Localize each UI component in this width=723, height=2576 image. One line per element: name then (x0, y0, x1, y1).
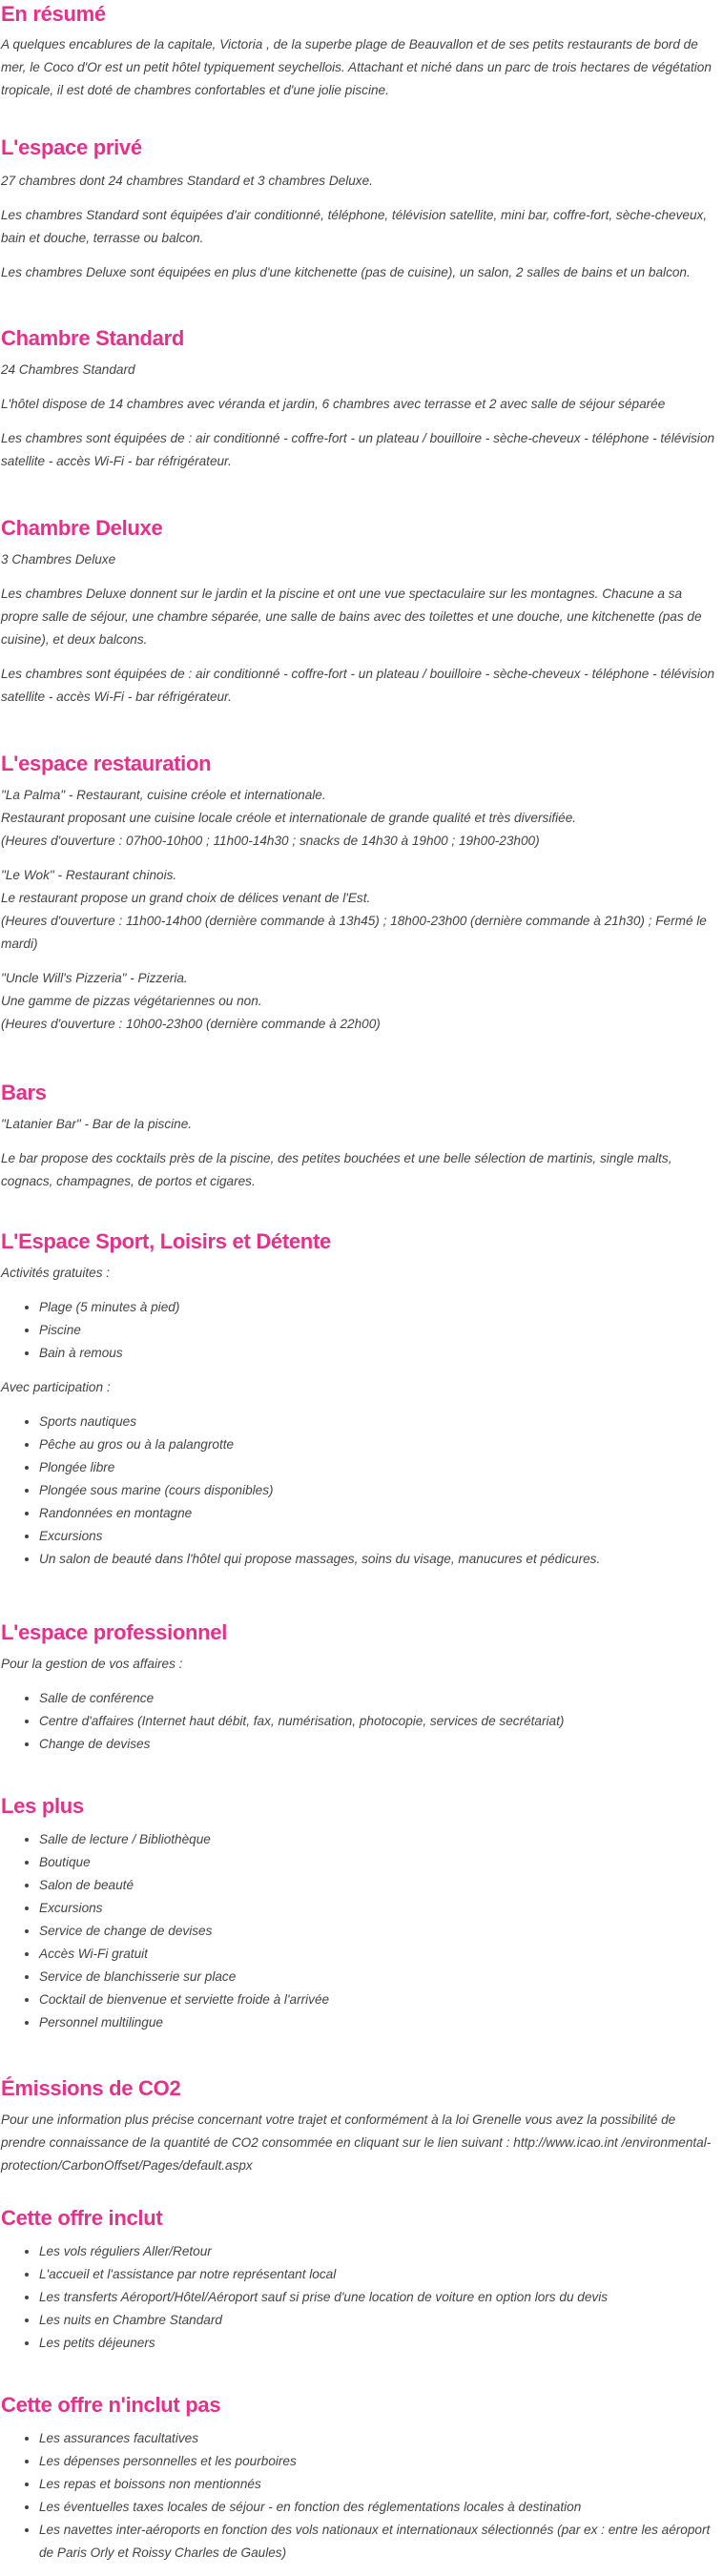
restaurant-description: Restaurant proposant une cuisine locale créole et internationale de grande qualité et très diversifiée. (1, 811, 577, 826)
list-item: • L'accueil et l'assistance par notre représentant local (39, 2263, 718, 2286)
paragraph: 3 Chambres Deluxe (1, 552, 116, 567)
section-title: Cette offre n'inclut pas (1, 2393, 221, 2417)
list-item: • Service de blanchisserie sur place (39, 1966, 718, 1989)
list-item: • Randonnées en montagne (39, 1502, 718, 1525)
paragraph: Les chambres sont équipées de : air conditionné - coffre-fort - un plateau / bouilloire - sèche-cheveux - téléphone - télévision satellite - accès Wi-Fi - bar réfrigérateur. (1, 431, 715, 469)
list-item: • Sports nautiques (39, 1411, 718, 1433)
list-item: • Plage (5 minutes à pied) (39, 1296, 718, 1319)
section-title: Émissions de CO2 (1, 2076, 181, 2100)
section-co2 (1, 2076, 718, 2177)
list-intro: Activités gratuites : (1, 1266, 111, 1281)
list-item: • Salle de lecture / Bibliothèque (39, 1828, 718, 1851)
section-title: En résumé (1, 2, 106, 26)
list-item: • Bain à remous (39, 1342, 718, 1365)
list-item: • Les dépenses personnelles et les pourboires (39, 2450, 718, 2473)
restaurant-description: Le restaurant propose un grand choix de délices venant de l'Est. (1, 891, 371, 906)
paragraph: 24 Chambres Standard (1, 362, 135, 378)
list-item: • Boutique (39, 1851, 718, 1874)
paragraph: "Latanier Bar" - Bar de la piscine. (1, 1117, 193, 1132)
list-item: • Centre d'affaires (Internet haut débit, fax, numérisation, photocopie, services de secrétariat) (39, 1710, 718, 1733)
restaurant-hours: (Heures d'ouverture : 07h00-10h00 ; 11h00-14h30 ; snacks de 14h30 à 19h00 ; 19h00-23h00) (1, 834, 540, 849)
section-title: Bars (1, 1081, 47, 1104)
section-bars (1, 1081, 718, 1193)
free-activities-list (1, 1296, 718, 1365)
section-title: L'espace privé (1, 135, 142, 159)
list-item: • Les nuits en Chambre Standard (39, 2309, 718, 2332)
restaurant-hours: (Heures d'ouverture : 11h00-14h00 (dernière commande à 13h45) ; 18h00-23h00 (dernière commande à 21h30) ; Fermé le mardi) (1, 914, 707, 952)
list-item: • Les éventuelles taxes locales de séjour - en fonction des réglementations locales à destination (39, 2496, 718, 2519)
restaurant-name: "La Palma" - Restaurant, cuisine créole et internationale. (1, 788, 326, 803)
section-professionnel (1, 1620, 718, 1756)
list-item: • Accès Wi-Fi gratuit (39, 1943, 718, 1966)
paid-activities-list (1, 1411, 718, 1571)
restaurant-block (1, 967, 718, 1036)
list-item: • Piscine (39, 1319, 718, 1342)
section-title: L'espace restauration (1, 752, 212, 775)
list-item: • Service de change de devises (39, 1920, 718, 1943)
section-title: Les plus (1, 1794, 84, 1818)
list-intro: Pour la gestion de vos affaires : (1, 1657, 183, 1672)
section-ninclut (1, 2393, 718, 2565)
section-plus (1, 1794, 718, 2034)
list-item: • Pêche au gros ou à la palangrotte (39, 1433, 718, 1456)
excluded-list (1, 2427, 718, 2565)
section-title: L'Espace Sport, Loisirs et Détente (1, 1229, 331, 1253)
list-item: • Salon de beauté (39, 1874, 718, 1897)
paragraph: Les chambres Deluxe sont équipées en plus d'une kitchenette (pas de cuisine), un salon, 2 salles de bains et un balcon. (1, 265, 691, 280)
list-item: • Les navettes inter-aéroports en fonction des vols nationaux et internationaux sélectionnés (par ex : entre les aéroport de Paris Orly et Roissy Charles de Gaules) (39, 2519, 718, 2565)
restaurant-name: "Le Wok" - Restaurant chinois. (1, 868, 177, 883)
paragraph: Les chambres sont équipées de : air conditionné - coffre-fort - un plateau / bouilloire - sèche-cheveux - téléphone - télévision satellite - accès Wi-Fi - bar réfrigérateur. (1, 667, 715, 705)
paragraph: A quelques encablures de la capitale, Victoria , de la superbe plage de Beauvallon et de ses petits restaurants de bord de mer, le Coco d'Or est un petit hôtel typiquement seychellois. Attachant et niché dans un parc de trois hectares de végétation tropicale, il est doté de chambres confortables et d'une jolie piscine. (1, 37, 712, 98)
list-item: • Les assurances facultatives (39, 2427, 718, 2450)
section-inclut (1, 2206, 718, 2355)
section-restauration (1, 752, 718, 1036)
paragraph: Le bar propose des cocktails près de la piscine, des petites bouchées et une belle sélection de martinis, single malts, cognacs, champagnes, de portos et cigares. (1, 1151, 672, 1189)
paragraph: L'hôtel dispose de 14 chambres avec véranda et jardin, 6 chambres avec terrasse et 2 avec salle de séjour séparée (1, 397, 666, 412)
restaurant-name: "Uncle Will's Pizzeria" - Pizzeria. (1, 971, 188, 986)
list-item: • Cocktail de bienvenue et serviette froide à l'arrivée (39, 1989, 718, 2011)
list-item: • Excursions (39, 1525, 718, 1548)
section-espace-prive (1, 135, 718, 284)
list-item: • Change de devises (39, 1733, 718, 1756)
list-intro: Avec participation : (1, 1380, 111, 1395)
list-item: • Salle de conférence (39, 1687, 718, 1710)
section-title: Chambre Standard (1, 326, 185, 350)
restaurant-block (1, 864, 718, 956)
restaurant-hours: (Heures d'ouverture : 10h00-23h00 (dernière commande à 22h00) (1, 1017, 381, 1032)
list-item: • Les petits déjeuners (39, 2332, 718, 2355)
list-item: • Plongée libre (39, 1456, 718, 1479)
restaurant-block (1, 784, 718, 853)
included-list (1, 2240, 718, 2355)
extras-list (1, 1828, 718, 2034)
paragraph: Les chambres Standard sont équipées d'air conditionné, téléphone, télévision satellite, mini bar, coffre-fort, sèche-cheveux, bain et douche, terrasse ou balcon. (1, 208, 708, 246)
section-title: L'espace professionnel (1, 1620, 228, 1644)
paragraph: Les chambres Deluxe donnent sur le jardin et la piscine et ont une vue spectaculaire sur les montagnes. Chacune a sa propre salle de séjour, une chambre séparée, une salle de bains avec des toilettes et une douche, une kitchenette (pas de cuisine), et deux balcons. (1, 587, 702, 648)
business-list (1, 1687, 718, 1756)
section-chambre-deluxe (1, 516, 718, 709)
list-item: • Personnel multilingue (39, 2011, 718, 2034)
list-item: • Les repas et boissons non mentionnés (39, 2473, 718, 2496)
section-chambre-standard (1, 326, 718, 473)
section-title: Chambre Deluxe (1, 516, 163, 540)
list-item: • Excursions (39, 1897, 718, 1920)
paragraph: Pour une information plus précise concernant votre trajet et conformément à la loi Grenelle vous avez la possibilité de prendre connaissance de la quantité de CO2 consommée en cliquant sur le lien suivant : http://www.icao.int /environmental-protection/CarbonOffset/Pages/default.aspx (1, 2112, 712, 2174)
section-sport (1, 1229, 718, 1571)
section-title: Cette offre inclut (1, 2206, 163, 2230)
list-item: • Un salon de beauté dans l'hôtel qui propose massages, soins du visage, manucures et pédicures. (39, 1548, 718, 1571)
paragraph: 27 chambres dont 24 chambres Standard et 3 chambres Deluxe. (1, 174, 373, 189)
list-item: • Les transferts Aéroport/Hôtel/Aéroport sauf si prise d'une location de voiture en option lors du devis (39, 2286, 718, 2309)
section-resume (1, 0, 718, 102)
restaurant-description: Une gamme de pizzas végétariennes ou non. (1, 994, 262, 1009)
list-item: • Les vols réguliers Aller/Retour (39, 2240, 718, 2263)
list-item: • Plongée sous marine (cours disponibles) (39, 1479, 718, 1502)
